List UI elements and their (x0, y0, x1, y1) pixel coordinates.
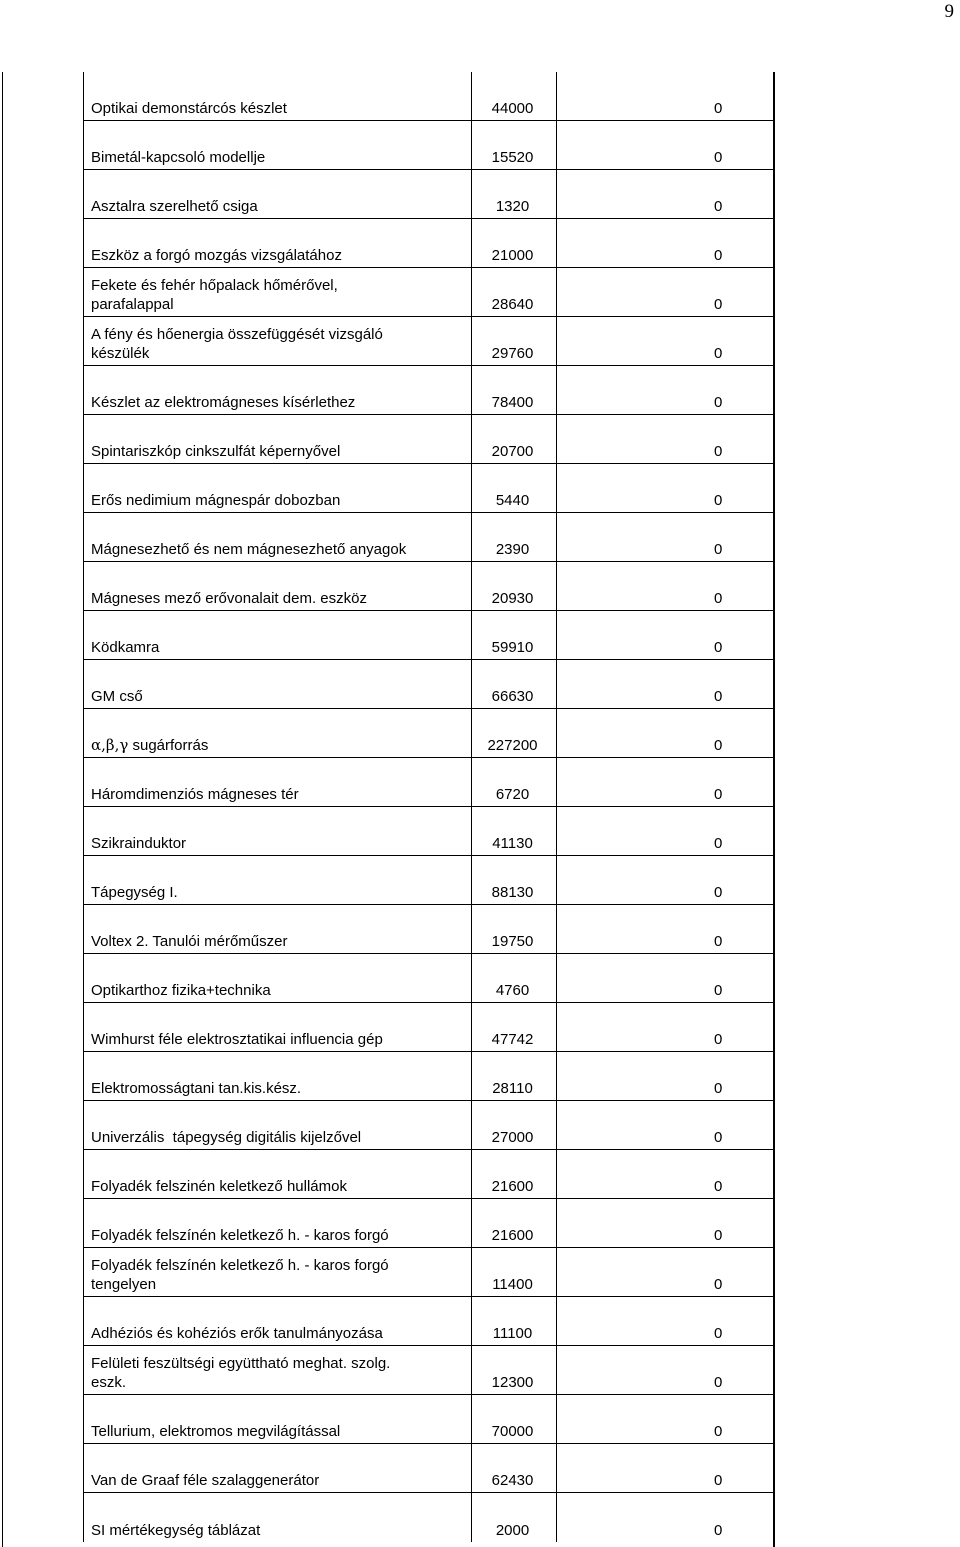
item-price: 47742 (472, 1003, 557, 1051)
item-name-cell (83, 1493, 472, 1542)
item-name-cell (83, 1395, 472, 1443)
item-qty-cell (557, 954, 775, 1002)
item-name (91, 246, 342, 265)
item-price: 21600 (472, 1199, 557, 1247)
item-qty-cell (557, 1395, 775, 1443)
item-quantity: 0 (714, 100, 723, 117)
item-quantity: 0 (714, 1472, 723, 1489)
item-name (91, 785, 299, 804)
item-quantity: 0 (714, 835, 723, 852)
greek-symbols: α,β,γ (91, 736, 129, 754)
item-name (91, 442, 340, 461)
item-name-line: Voltex 2. Tanulói mérőműszer (91, 933, 288, 950)
item-qty-cell (557, 1493, 775, 1542)
table-row (83, 464, 775, 513)
item-name-cell (83, 219, 472, 267)
item-name-line: Tellurium, elektromos megvilágítással (91, 1423, 341, 1440)
item-quantity: 0 (714, 737, 723, 754)
item-name (91, 325, 383, 363)
item-price: 62430 (472, 1444, 557, 1492)
item-name (91, 736, 208, 755)
table-row (83, 611, 775, 660)
item-price: 78400 (472, 366, 557, 414)
item-name-cell (83, 268, 472, 316)
item-name-line: GM cső (91, 688, 143, 705)
item-qty-cell (557, 317, 775, 365)
table-row (83, 1248, 775, 1297)
table-row (83, 1444, 775, 1493)
item-name-line: Tápegység I. (91, 884, 178, 901)
item-price: 21600 (472, 1150, 557, 1198)
item-quantity: 0 (714, 198, 723, 215)
item-name-cell (83, 709, 472, 757)
item-qty-cell (557, 856, 775, 904)
table-row (83, 317, 775, 366)
item-name-line: Szikrainduktor (91, 835, 187, 852)
item-quantity: 0 (714, 688, 723, 705)
item-name-line: Mágneses mező erővonalait dem. eszköz (91, 590, 367, 607)
item-name (91, 1521, 260, 1540)
item-name-line-2: eszk. (91, 1374, 127, 1391)
item-price: 12300 (472, 1346, 557, 1394)
item-name-line: Folyadék felszínén keletkező h. - karos forgó (91, 1227, 389, 1244)
item-name-cell (83, 317, 472, 365)
item-name-line: Mágnesezhető és nem mágnesezhető anyagok (91, 541, 407, 558)
item-name (91, 1128, 361, 1147)
item-name-line: Fekete és fehér hőpalack hőmérővel, (91, 277, 338, 294)
item-name (91, 1422, 340, 1441)
item-name (91, 1177, 347, 1196)
item-name-cell (83, 415, 472, 463)
page-frame-left-border (2, 72, 3, 1547)
item-quantity: 0 (714, 149, 723, 166)
item-qty-cell (557, 513, 775, 561)
item-name (91, 1226, 389, 1245)
item-name (91, 1354, 390, 1392)
item-qty-cell (557, 415, 775, 463)
item-name-line: Folyadék felszínén keletkező h. - karos forgó (91, 1257, 389, 1274)
item-name-line: Ködkamra (91, 639, 160, 656)
item-qty-cell (557, 268, 775, 316)
item-name-cell (83, 170, 472, 218)
item-name-cell (83, 905, 472, 953)
item-quantity: 0 (714, 1080, 723, 1097)
table-row (83, 1150, 775, 1199)
item-price: 27000 (472, 1101, 557, 1149)
table-row (83, 954, 775, 1003)
item-name (91, 491, 340, 510)
item-quantity: 0 (714, 786, 723, 803)
item-price: 28110 (472, 1052, 557, 1100)
item-qty-cell (557, 709, 775, 757)
table-row (83, 1003, 775, 1052)
item-quantity: 0 (714, 1423, 723, 1440)
table-row (83, 72, 775, 121)
item-qty-cell (557, 170, 775, 218)
item-name (91, 99, 287, 118)
item-name-line: Optikarthoz fizika+technika (91, 982, 271, 999)
item-quantity: 0 (714, 1374, 723, 1391)
item-name-line: Eszköz a forgó mozgás vizsgálatához (91, 247, 342, 264)
item-qty-cell (557, 1297, 775, 1345)
item-qty-cell (557, 1150, 775, 1198)
item-name-cell (83, 1101, 472, 1149)
item-name-cell (83, 1199, 472, 1247)
item-name-line: Adhéziós és kohéziós erők tanulmányozása (91, 1325, 383, 1342)
item-name-cell (83, 1444, 472, 1492)
item-quantity: 0 (714, 296, 723, 313)
item-price: 6720 (472, 758, 557, 806)
item-name (91, 148, 265, 167)
item-qty-cell (557, 1052, 775, 1100)
item-name (91, 883, 178, 902)
item-name-cell (83, 807, 472, 855)
item-qty-cell (557, 807, 775, 855)
item-name-cell (83, 1248, 472, 1296)
table-row (83, 709, 775, 758)
item-price: 28640 (472, 268, 557, 316)
item-name (91, 589, 367, 608)
table-row (83, 219, 775, 268)
item-name-line: Van de Graaf féle szalaggenerátor (91, 1472, 320, 1489)
item-name (91, 1471, 319, 1490)
item-name (91, 1030, 383, 1049)
table-row (83, 513, 775, 562)
item-name-line: Spintariszkóp cinkszulfát képernyővel (91, 443, 341, 460)
table-row (83, 758, 775, 807)
item-price: 4760 (472, 954, 557, 1002)
item-name-cell (83, 1346, 472, 1394)
item-quantity: 0 (714, 1129, 723, 1146)
item-name-cell (83, 660, 472, 708)
item-quantity: 0 (714, 884, 723, 901)
table-row (83, 1493, 775, 1542)
item-name-line: Készlet az elektromágneses kísérlethez (91, 394, 356, 411)
item-name-line: Elektromosságtani tan.kis.kész. (91, 1080, 302, 1097)
table-row (83, 415, 775, 464)
item-name-cell (83, 562, 472, 610)
item-price: 11400 (472, 1248, 557, 1296)
item-name (91, 393, 355, 412)
item-name (91, 638, 159, 657)
item-quantity: 0 (714, 982, 723, 999)
item-name-cell (83, 954, 472, 1002)
table-row (83, 1395, 775, 1444)
table-row (83, 366, 775, 415)
item-price: 2390 (472, 513, 557, 561)
item-qty-cell (557, 1346, 775, 1394)
item-name (91, 687, 143, 706)
item-qty-cell (557, 905, 775, 953)
item-quantity: 0 (714, 492, 723, 509)
item-name-line: Erős nedimium mágnespár dobozban (91, 492, 341, 509)
item-name (91, 1079, 301, 1098)
item-name-cell (83, 611, 472, 659)
item-qty-cell (557, 660, 775, 708)
item-price: 2000 (472, 1493, 557, 1542)
item-price: 20700 (472, 415, 557, 463)
item-quantity: 0 (714, 1276, 723, 1293)
item-quantity: 0 (714, 1031, 723, 1048)
item-name-cell (83, 758, 472, 806)
item-quantity: 0 (714, 394, 723, 411)
item-name-cell (83, 464, 472, 512)
item-name-cell (83, 856, 472, 904)
item-name-line: Asztalra szerelhető csiga (91, 198, 258, 215)
item-quantity: 0 (714, 639, 723, 656)
item-quantity: 0 (714, 247, 723, 264)
table-row (83, 1346, 775, 1395)
item-name-cell (83, 72, 472, 120)
item-name-line: Univerzális tápegység digitális kijelzővel (91, 1129, 362, 1146)
item-name-line-2: készülék (91, 345, 150, 362)
item-price: 19750 (472, 905, 557, 953)
item-price: 5440 (472, 464, 557, 512)
item-price: 15520 (472, 121, 557, 169)
item-name-line: Folyadék felszinén keletkező hullámok (91, 1178, 347, 1195)
item-name-cell (83, 1003, 472, 1051)
table-row (83, 1297, 775, 1346)
item-price: 21000 (472, 219, 557, 267)
item-price: 29760 (472, 317, 557, 365)
item-name (91, 981, 271, 1000)
item-name (91, 1256, 389, 1294)
item-name-line: Wimhurst féle elektrosztatikai influencia gép (91, 1031, 383, 1048)
table-row (83, 121, 775, 170)
item-price: 20930 (472, 562, 557, 610)
table-row (83, 660, 775, 709)
item-name-cell (83, 1297, 472, 1345)
item-name-cell (83, 1150, 472, 1198)
item-quantity: 0 (714, 443, 723, 460)
item-name-line: A fény és hőenergia összefüggését vizsgáló (91, 326, 383, 343)
item-quantity: 0 (714, 1325, 723, 1342)
item-price: 66630 (472, 660, 557, 708)
item-qty-cell (557, 1444, 775, 1492)
item-qty-cell (557, 219, 775, 267)
item-qty-cell (557, 1199, 775, 1247)
item-qty-cell (557, 1248, 775, 1296)
item-name-cell (83, 121, 472, 169)
item-name-line: sugárforrás (128, 737, 209, 754)
item-qty-cell (557, 1101, 775, 1149)
item-qty-cell (557, 611, 775, 659)
item-name (91, 197, 258, 216)
table-row (83, 1052, 775, 1101)
item-name (91, 834, 186, 853)
item-qty-cell (557, 366, 775, 414)
item-name (91, 932, 288, 951)
item-price: 44000 (472, 72, 557, 120)
item-name-line-2: tengelyen (91, 1276, 157, 1293)
item-name (91, 276, 338, 314)
item-name-cell (83, 366, 472, 414)
table-row (83, 268, 775, 317)
item-price: 41130 (472, 807, 557, 855)
item-name-line: SI mértékegység táblázat (91, 1522, 261, 1539)
item-name-line: Háromdimenziós mágneses tér (91, 786, 299, 803)
item-price: 227200 (472, 709, 557, 757)
table-row (83, 1101, 775, 1150)
item-quantity: 0 (714, 1227, 723, 1244)
item-quantity: 0 (714, 345, 723, 362)
item-name (91, 1324, 383, 1343)
item-name-line: Felületi feszültségi együttható meghat. szolg. (91, 1355, 391, 1372)
item-name-line: Optikai demonstárcós készlet (91, 100, 287, 117)
item-quantity: 0 (714, 590, 723, 607)
item-name-cell (83, 1052, 472, 1100)
item-price: 88130 (472, 856, 557, 904)
item-qty-cell (557, 121, 775, 169)
table-row (83, 807, 775, 856)
item-price: 11100 (472, 1297, 557, 1345)
table-row (83, 170, 775, 219)
table-row (83, 856, 775, 905)
item-quantity: 0 (714, 1522, 723, 1539)
item-name-line: Bimetál-kapcsoló modellje (91, 149, 266, 166)
item-name-line-2: parafalappal (91, 296, 174, 313)
item-price: 59910 (472, 611, 557, 659)
item-price: 1320 (472, 170, 557, 218)
table-row (83, 905, 775, 954)
item-name-cell (83, 513, 472, 561)
table-row (83, 1199, 775, 1248)
page-number: 9 (944, 1, 954, 22)
item-quantity: 0 (714, 933, 723, 950)
item-quantity: 0 (714, 541, 723, 558)
item-qty-cell (557, 1003, 775, 1051)
item-qty-cell (557, 758, 775, 806)
item-qty-cell (557, 562, 775, 610)
item-qty-cell (557, 72, 775, 120)
item-qty-cell (557, 464, 775, 512)
item-name (91, 540, 406, 559)
inventory-table (83, 72, 775, 1542)
item-price: 70000 (472, 1395, 557, 1443)
item-quantity: 0 (714, 1178, 723, 1195)
table-row (83, 562, 775, 611)
